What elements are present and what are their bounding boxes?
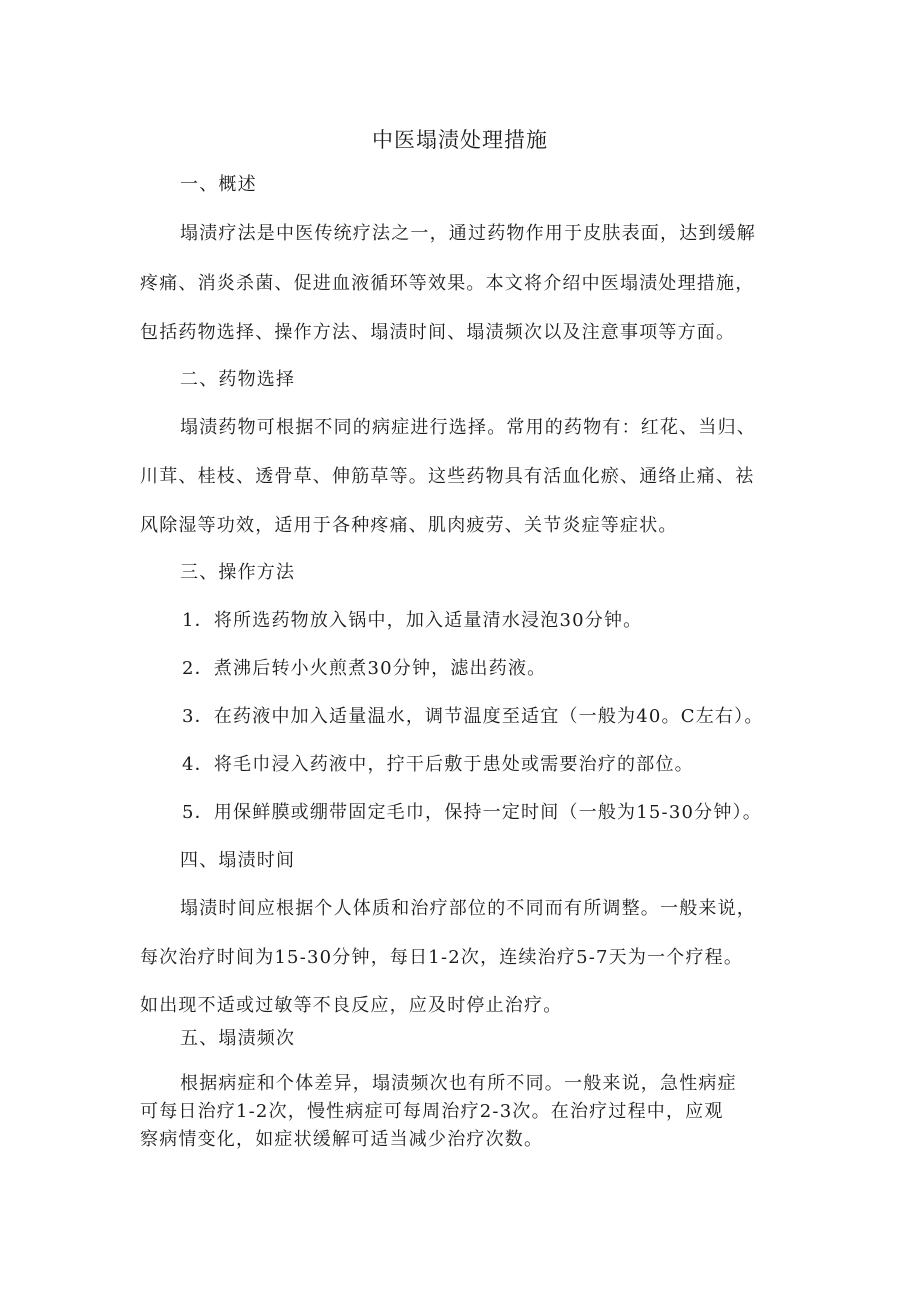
- step-item: 5．用保鲜膜或绷带固定毛巾，保持一定时间（一般为15-30分钟）。: [182, 802, 762, 823]
- paragraph-line: 可每日治疗1-2次，慢性病症可每周治疗2-3次。在治疗过程中，应观: [140, 1101, 724, 1122]
- paragraph-line: 每次治疗时间为15-30分钟，每日1-2次，连续治疗5-7天为一个疗程。: [140, 947, 744, 968]
- paragraph-line: 风除湿等功效，适用于各种疼痛、肌肉疲劳、关节炎症等症状。: [140, 515, 678, 536]
- step-item: 2．煮沸后转小火煎煮30分钟，滤出药液。: [182, 658, 547, 679]
- step-item: 1．将所选药物放入锅中，加入适量清水浸泡30分钟。: [182, 610, 643, 631]
- paragraph-line: 川茸、桂枝、透骨草、伸筋草等。这些药物具有活血化瘀、通络止痛、祛: [140, 466, 755, 487]
- paragraph-line: 塌渍时间应根据个人体质和治疗部位的不同而有所调整。一般来说，: [180, 898, 756, 919]
- paragraph-line: 根据病症和个体差异，塌渍频次也有所不同。一般来说，急性病症: [180, 1073, 737, 1094]
- paragraph-line: 如出现不适或过敏等不良反应，应及时停止治疗。: [140, 995, 563, 1016]
- paragraph-line: 塌渍药物可根据不同的病症进行选择。常用的药物有：红花、当归、: [180, 417, 756, 438]
- section-heading-duration: 四、塌渍时间: [180, 850, 296, 871]
- step-item: 3．在药液中加入适量温水，调节温度至适宜（一般为40。C左右）。: [182, 706, 764, 727]
- section-heading-overview: 一、概述: [180, 174, 257, 195]
- section-heading-frequency: 五、塌渍频次: [180, 1028, 296, 1049]
- paragraph-line: 疼痛、消炎杀菌、促进血液循环等效果。本文将介绍中医塌渍处理措施，: [140, 273, 755, 294]
- paragraph-line: 塌渍疗法是中医传统疗法之一，通过药物作用于皮肤表面，达到缓解: [180, 223, 756, 244]
- section-heading-medicine: 二、药物选择: [180, 369, 296, 390]
- section-heading-operation: 三、操作方法: [180, 562, 296, 583]
- page-title: 中医塌渍处理措施: [372, 128, 548, 152]
- paragraph-line: 察病情变化，如症状缓解可适当减少治疗次数。: [140, 1129, 544, 1150]
- step-item: 4．将毛巾浸入药液中，拧干后敷于患处或需要治疗的部位。: [182, 754, 694, 775]
- paragraph-line: 包括药物选择、操作方法、塌渍时间、塌渍频次以及注意事项等方面。: [140, 322, 736, 343]
